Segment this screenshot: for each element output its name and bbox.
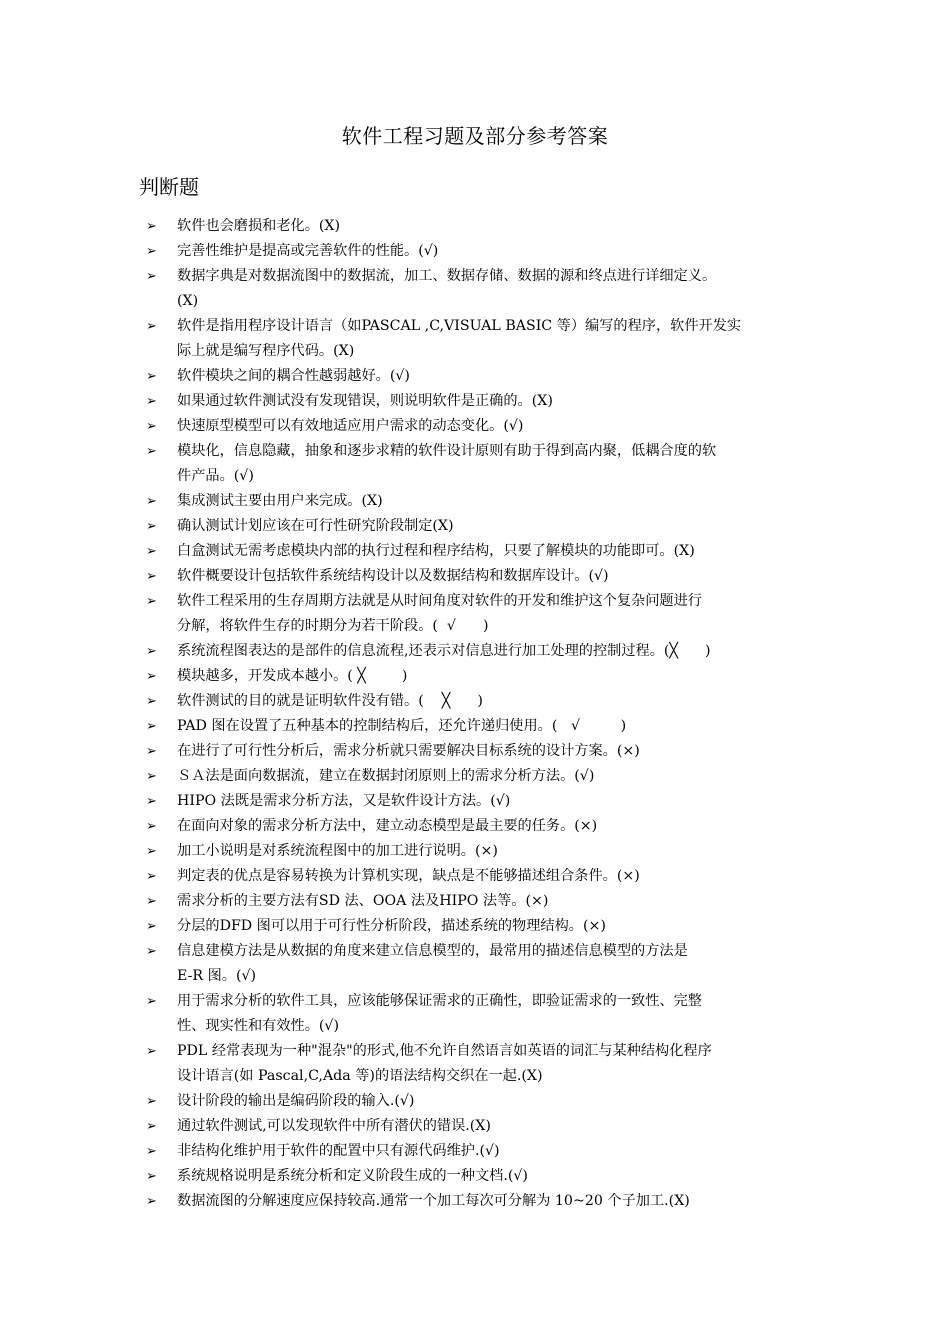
question-item bbox=[0, 1114, 950, 1139]
question-text: 如果通过软件测试没有发现错误，则说明软件是正确的。(X) bbox=[177, 393, 553, 409]
question-text: 模块化，信息隐藏，抽象和逐步求精的软件设计原则有助于得到高内聚，低耦合度的软 件产品。(√) bbox=[177, 443, 717, 484]
arrow-bullet-icon: ➢ bbox=[146, 319, 157, 334]
arrow-bullet-icon: ➢ bbox=[146, 819, 157, 834]
question-text: 完善性维护是提高或完善软件的性能。(√) bbox=[177, 243, 439, 259]
question-text: 集成测试主要由用户来完成。(X) bbox=[177, 493, 383, 509]
question-item bbox=[0, 364, 950, 389]
question-item bbox=[0, 239, 950, 264]
question-item bbox=[0, 914, 950, 939]
question-item bbox=[0, 589, 950, 639]
question-item bbox=[0, 739, 950, 764]
arrow-bullet-icon: ➢ bbox=[146, 669, 157, 684]
question-item bbox=[0, 1139, 950, 1164]
question-item bbox=[0, 664, 950, 689]
arrow-bullet-icon: ➢ bbox=[146, 544, 157, 559]
question-item bbox=[0, 939, 950, 989]
arrow-bullet-icon: ➢ bbox=[146, 794, 157, 809]
question-item bbox=[0, 1189, 950, 1214]
arrow-bullet-icon: ➢ bbox=[146, 844, 157, 859]
question-item bbox=[0, 314, 950, 364]
arrow-bullet-icon: ➢ bbox=[146, 894, 157, 909]
question-item bbox=[0, 564, 950, 589]
question-item bbox=[0, 389, 950, 414]
question-text: PAD 图在设置了五种基本的控制结构后，还允许递归使用。( √ ) bbox=[177, 718, 627, 734]
document-title: 软件工程习题及部分参考答案 bbox=[341, 124, 609, 148]
arrow-bullet-icon: ➢ bbox=[146, 244, 157, 259]
arrow-bullet-icon: ➢ bbox=[146, 919, 157, 934]
arrow-bullet-icon: ➢ bbox=[146, 269, 157, 284]
question-text: 加工小说明是对系统流程图中的加工进行说明。(×) bbox=[177, 843, 498, 859]
question-text: 快速原型模型可以有效地适应用户需求的动态变化。(√) bbox=[177, 418, 524, 434]
question-text: 系统流程图表达的是部件的信息流程,还表示对信息进行加工处理的控制过程。(╳ ) bbox=[177, 643, 711, 659]
arrow-bullet-icon: ➢ bbox=[146, 494, 157, 509]
arrow-bullet-icon: ➢ bbox=[146, 869, 157, 884]
arrow-bullet-icon: ➢ bbox=[146, 444, 157, 459]
arrow-bullet-icon: ➢ bbox=[146, 419, 157, 434]
question-text: 在面向对象的需求分析方法中，建立动态模型是最主要的任务。(×) bbox=[177, 818, 598, 834]
question-item bbox=[0, 639, 950, 664]
question-item bbox=[0, 864, 950, 889]
question-text: 分层的DFD 图可以用于可行性分析阶段，描述系统的物理结构。(×) bbox=[177, 918, 606, 934]
question-text: 确认测试计划应该在可行性研究阶段制定(X) bbox=[177, 518, 454, 534]
question-item bbox=[0, 889, 950, 914]
question-item bbox=[0, 814, 950, 839]
arrow-bullet-icon: ➢ bbox=[146, 1119, 157, 1134]
question-text: 软件概要设计包括软件系统结构设计以及数据结构和数据库设计。(√) bbox=[177, 568, 609, 584]
arrow-bullet-icon: ➢ bbox=[146, 769, 157, 784]
question-text: 数据字典是对数据流图中的数据流，加工、数据存储、数据的源和终点进行详细定义。 (X) bbox=[177, 268, 717, 309]
arrow-bullet-icon: ➢ bbox=[146, 644, 157, 659]
section-heading: 判断题 bbox=[139, 175, 199, 199]
question-text: 非结构化维护用于软件的配置中只有源代码维护.(√) bbox=[177, 1143, 500, 1159]
arrow-bullet-icon: ➢ bbox=[146, 569, 157, 584]
question-item bbox=[0, 439, 950, 489]
question-text: 用于需求分析的软件工具，应该能够保证需求的正确性，即验证需求的一致性、完整 性、现实性和有效性。(√) bbox=[177, 993, 702, 1034]
question-item bbox=[0, 414, 950, 439]
question-text: 软件模块之间的耦合性越弱越好。(√) bbox=[177, 368, 410, 384]
question-item bbox=[0, 1039, 950, 1089]
arrow-bullet-icon: ➢ bbox=[146, 394, 157, 409]
question-item bbox=[0, 714, 950, 739]
question-text: HIPO 法既是需求分析方法，又是软件设计方法。(√) bbox=[177, 793, 511, 809]
arrow-bullet-icon: ➢ bbox=[146, 1044, 157, 1059]
arrow-bullet-icon: ➢ bbox=[146, 1169, 157, 1184]
arrow-bullet-icon: ➢ bbox=[146, 369, 157, 384]
question-item bbox=[0, 689, 950, 714]
question-text: 软件是指用程序设计语言（如PASCAL ,C,VISUAL BASIC 等）编写的程序，软件开发实 际上就是编写程序代码。(X) bbox=[177, 318, 742, 359]
question-text: 设计阶段的输出是编码阶段的输入.(√) bbox=[177, 1093, 415, 1109]
question-text: ＳＡ法是面向数据流，建立在数据封闭原则上的需求分析方法。(√) bbox=[177, 768, 595, 784]
question-text: 软件工程采用的生存周期方法就是从时间角度对软件的开发和维护这个复杂问题进行 分解，将软件生存的时期分为若干阶段。( √ ) bbox=[177, 593, 702, 634]
arrow-bullet-icon: ➢ bbox=[146, 1144, 157, 1159]
arrow-bullet-icon: ➢ bbox=[146, 594, 157, 609]
question-item bbox=[0, 1164, 950, 1189]
question-item bbox=[0, 264, 950, 314]
arrow-bullet-icon: ➢ bbox=[146, 719, 157, 734]
question-text: 通过软件测试,可以发现软件中所有潜伏的错误.(X) bbox=[177, 1118, 491, 1134]
question-text: 模块越多，开发成本越小。( ╳ ) bbox=[177, 668, 408, 684]
question-text: 系统规格说明是系统分析和定义阶段生成的一种文档.(√) bbox=[177, 1168, 528, 1184]
arrow-bullet-icon: ➢ bbox=[146, 944, 157, 959]
question-text: 在进行了可行性分析后，需求分析就只需要解决目标系统的设计方案。(×) bbox=[177, 743, 640, 759]
arrow-bullet-icon: ➢ bbox=[146, 219, 157, 234]
arrow-bullet-icon: ➢ bbox=[146, 694, 157, 709]
question-item bbox=[0, 514, 950, 539]
question-text: 软件测试的目的就是证明软件没有错。( ╳ ) bbox=[177, 693, 483, 709]
question-item bbox=[0, 839, 950, 864]
arrow-bullet-icon: ➢ bbox=[146, 994, 157, 1009]
question-item bbox=[0, 489, 950, 514]
question-item bbox=[0, 1089, 950, 1114]
question-item bbox=[0, 539, 950, 564]
question-item bbox=[0, 764, 950, 789]
question-text: 判定表的优点是容易转换为计算机实现，缺点是不能够描述组合条件。(×) bbox=[177, 868, 640, 884]
question-text: PDL 经常表现为一种"混杂"的形式,他不允许自然语言如英语的词汇与某种结构化程序 设计语言(如 Pascal,C,Ada 等)的语法结构交织在一起.(X) bbox=[177, 1043, 712, 1084]
question-item bbox=[0, 789, 950, 814]
question-list bbox=[0, 214, 950, 1214]
question-text: 需求分析的主要方法有SD 法、OOA 法及HIPO 法等。(×) bbox=[177, 893, 549, 909]
question-text: 白盒测试无需考虑模块内部的执行过程和程序结构，只要了解模块的功能即可。(X) bbox=[177, 543, 695, 559]
question-text: 软件也会磨损和老化。(X) bbox=[177, 218, 341, 234]
arrow-bullet-icon: ➢ bbox=[146, 1094, 157, 1109]
question-item bbox=[0, 989, 950, 1039]
question-text: 信息建模方法是从数据的角度来建立信息模型的，最常用的描述信息模型的方法是 E-R 图。(√) bbox=[177, 943, 688, 984]
question-text: 数据流图的分解速度应保持较高.通常一个加工每次可分解为 10~20 个子加工.(X) bbox=[177, 1193, 690, 1209]
question-item bbox=[0, 214, 950, 239]
arrow-bullet-icon: ➢ bbox=[146, 1194, 157, 1209]
arrow-bullet-icon: ➢ bbox=[146, 519, 157, 534]
arrow-bullet-icon: ➢ bbox=[146, 744, 157, 759]
